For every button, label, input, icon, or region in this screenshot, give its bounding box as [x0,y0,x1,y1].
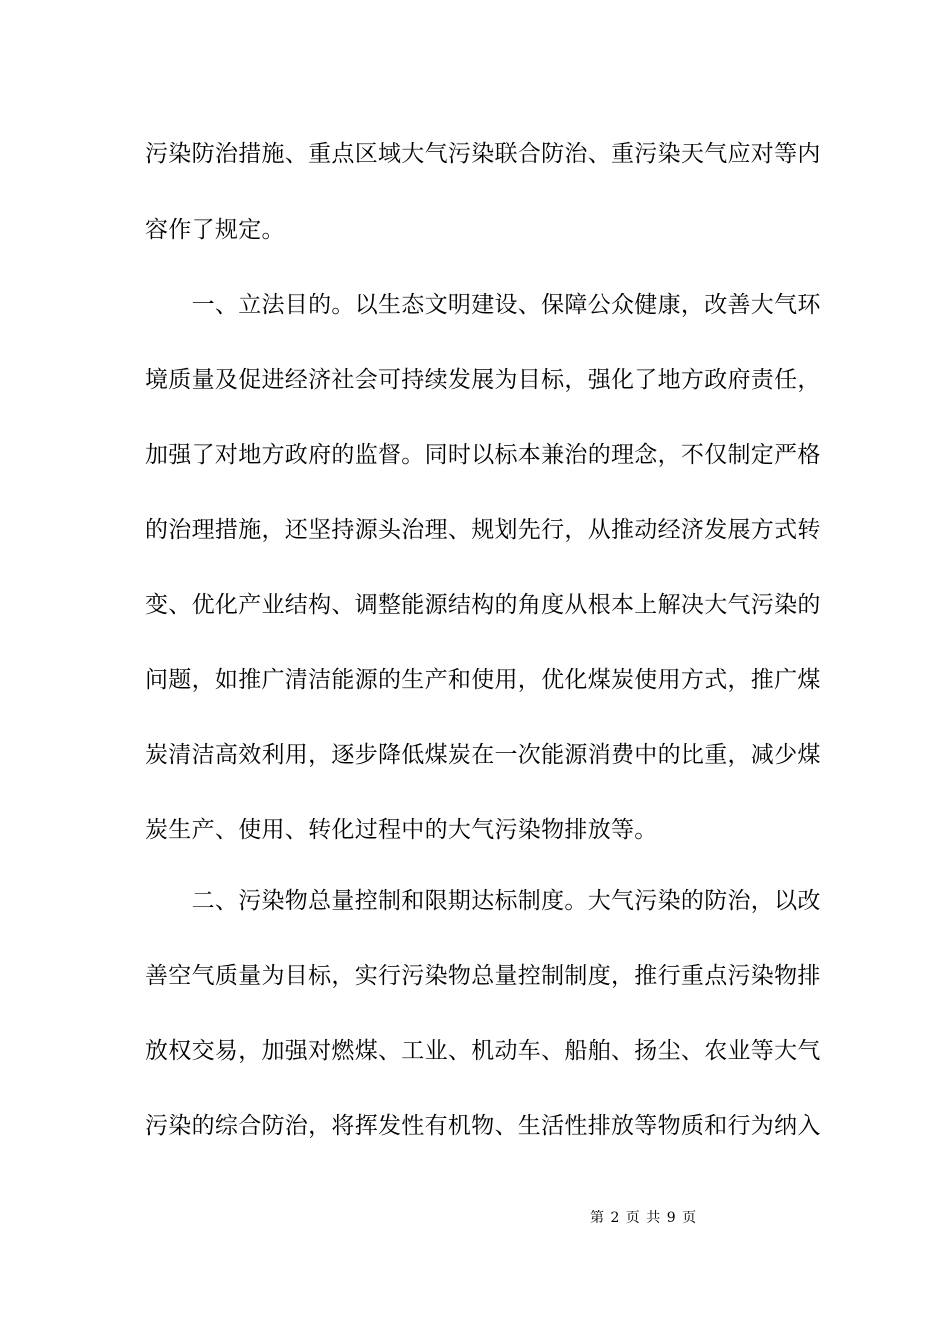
text-line-2: 容作了规定。 [145,217,285,243]
text-line-12: 善空气质量为目标，实行污染物总量控制制度，推行重点污染物排 [145,963,821,989]
text-line-4: 境质量及促进经济社会可持续发展为目标，强化了地方政府责任， [145,367,821,393]
text-line-8: 问题，如推广清洁能源的生产和使用，优化煤炭使用方式，推广煤 [145,667,821,693]
text-line-11: 二、污染物总量控制和限期达标制度。大气污染的防治，以改 [145,888,821,914]
text-line-3: 一、立法目的。以生态文明建设、保障公众健康，改善大气环 [145,292,821,318]
text-line-9: 炭清洁高效利用，逐步降低煤炭在一次能源消费中的比重，减少煤 [145,742,821,768]
text-line-14: 污染的综合防治，将挥发性有机物、生活性排放等物质和行为纳入 [145,1113,821,1139]
text-line-5: 加强了对地方政府的监督。同时以标本兼治的理念，不仅制定严格 [145,442,821,468]
page-number: 第 2 页 共 9 页 [590,1210,698,1226]
text-line-13: 放权交易，加强对燃煤、工业、机动车、船舶、扬尘、农业等大气 [145,1038,821,1064]
text-line-6: 的治理措施，还坚持源头治理、规划先行，从推动经济发展方式转 [145,517,821,543]
text-line-7: 变、优化产业结构、调整能源结构的角度从根本上解决大气污染的 [145,592,821,618]
text-line-10: 炭生产、使用、转化过程中的大气污染物排放等。 [145,817,658,843]
text-line-1: 污染防治措施、重点区域大气污染联合防治、重污染天气应对等内 [145,141,821,167]
